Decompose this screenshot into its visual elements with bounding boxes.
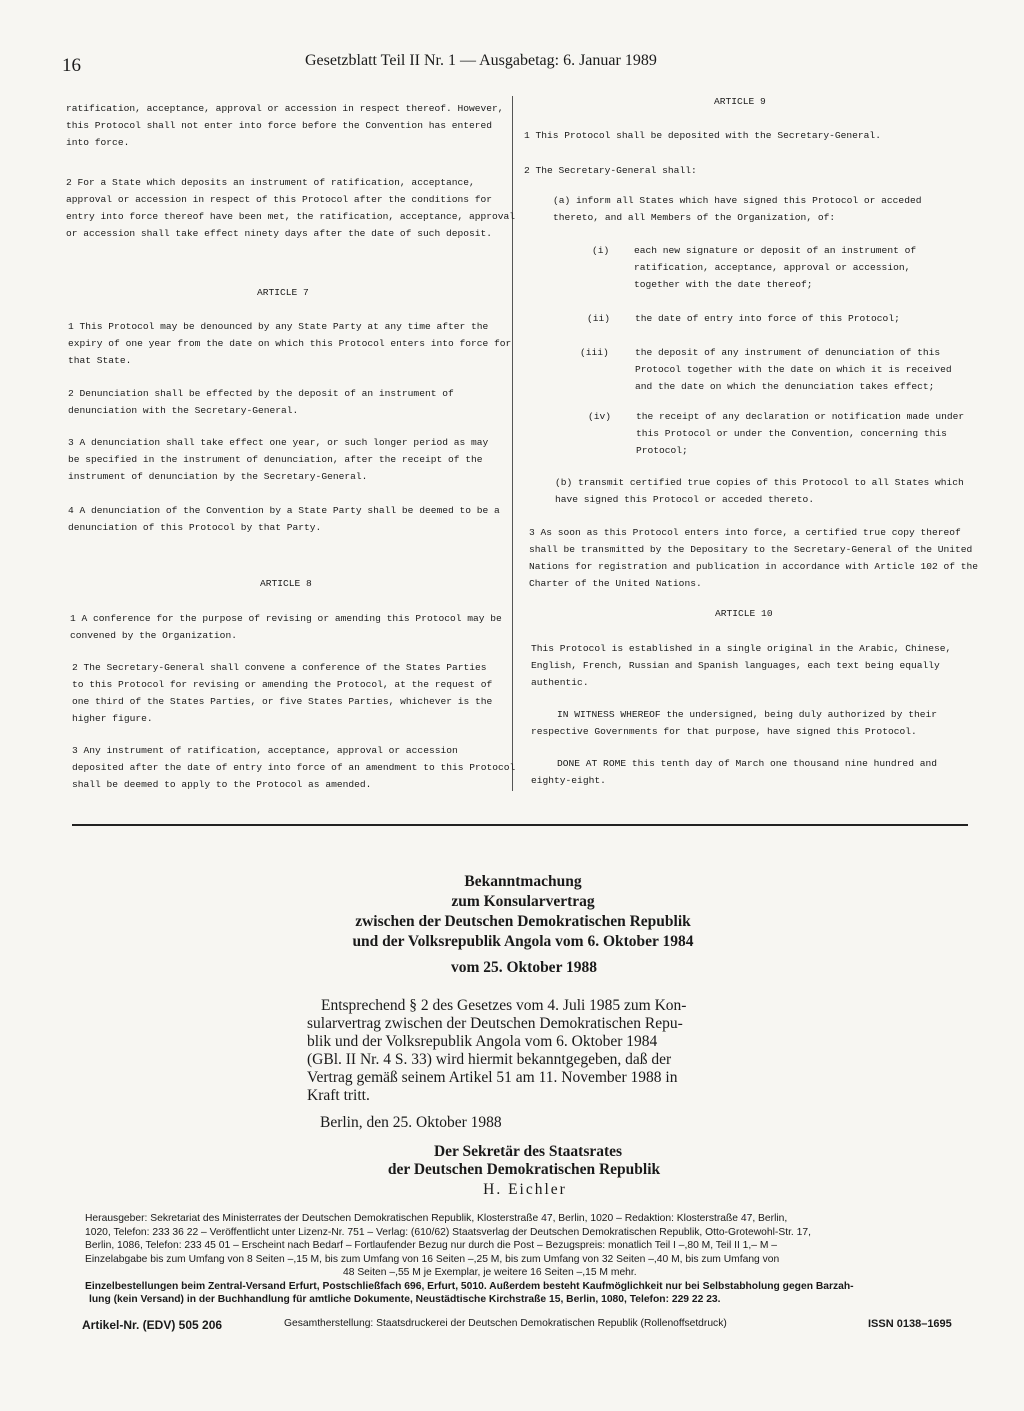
item-iv-label: (iv) [588, 411, 612, 422]
text-line: one third of the States Parties, or five States Parties, whichever is the [72, 696, 493, 707]
text-line: DONE AT ROME this tenth day of March one thousand nine hundred and [557, 758, 937, 769]
body-line: Vertrag gemäß seinem Artikel 51 am 11. November 1988 in [307, 1069, 678, 1086]
done-clause [531, 755, 937, 789]
order-line: lung (kein Versand) in der Buchhandlung für amtliche Dokumente, Neustädtische Kirchstraße 15, Berlin, 1080, Telefon: 229 22 23. [89, 1294, 721, 1305]
item-iii-label: (iii) [580, 347, 609, 358]
article-7-paragraph-3 [68, 434, 488, 485]
article-10-heading: ARTICLE 10 [715, 608, 773, 619]
imprint-line: Berlin, 1086, Telefon: 233 45 01 – Erscheint nach Bedarf – Fortlaufender Bezug nur durch die Post – Bezugspreis: monatlich Teil I –,80 M, Teil II 1,– M – [85, 1240, 778, 1251]
text-line: This Protocol is established in a single original in the Arabic, Chinese, [531, 643, 952, 654]
title-line: zwischen der Deutschen Demokratischen Republik [355, 913, 691, 930]
text-line: 4 A denunciation of the Convention by a State Party shall be deemed to be a [68, 505, 500, 516]
text-line: Protocol together with the date on which it is received [635, 364, 952, 375]
body-line: blik und der Volksrepublik Angola vom 6. Oktober 1984 [307, 1033, 658, 1050]
article-7-paragraph-4 [68, 502, 500, 536]
text-line: or accession shall take effect ninety days after the date of such deposit. [66, 228, 493, 239]
text-line: 2 For a State which deposits an instrument of ratification, acceptance, [66, 177, 475, 188]
text-line: eighty-eight. [531, 775, 606, 786]
text-line: shall be deemed to apply to the Protocol as amended. [72, 779, 372, 790]
page-number: 16 [62, 55, 81, 76]
article-8-paragraph-1 [70, 610, 502, 644]
text-line: convened by the Organization. [70, 630, 237, 641]
text-line: this Protocol shall not enter into force before the Convention has entered [66, 120, 493, 131]
running-title: Gesetzblatt Teil II Nr. 1 — Ausgabetag: 6. Januar 1989 [305, 52, 657, 69]
announcement-body [307, 997, 742, 1105]
article-8-paragraph-3 [72, 742, 515, 793]
text-line: the receipt of any declaration or notification made under [636, 411, 965, 422]
item-ii-label: (ii) [587, 313, 611, 324]
text-line: instrument of denunciation by the Secretary-General. [68, 471, 368, 482]
item-b [555, 474, 964, 508]
printer: Gesamtherstellung: Staatsdruckerei der Deutschen Demokratischen Republik (Rollenoffsetdruck) [284, 1318, 727, 1329]
article-8-heading: ARTICLE 8 [260, 578, 312, 589]
text-line: the date of entry into force of this Protocol; [635, 313, 900, 324]
text-line: English, French, Russian and Spanish languages, each text being equally [531, 660, 940, 671]
text-line: approval or accession in respect of this Protocol after the conditions for [66, 194, 493, 205]
body-line: Kraft tritt. [307, 1087, 370, 1104]
item-i-label: (i) [592, 245, 610, 256]
item-a [553, 192, 921, 226]
text-line: and the date on which the denunciation takes effect; [635, 381, 935, 392]
article-7-paragraph-2 [68, 385, 454, 419]
text-line: Protocol; [636, 445, 688, 456]
section-divider [72, 824, 968, 826]
title-line: zum Konsularvertrag [451, 893, 595, 910]
text-line: each new signature or deposit of an instrument of [634, 245, 917, 256]
text-line: have signed this Protocol or acceded thereto. [555, 494, 815, 505]
text-line: Charter of the United Nations. [529, 578, 702, 589]
text-line: entry into force thereof have been met, the ratification, acceptance, approval [66, 211, 516, 222]
paragraph-2 [66, 174, 515, 242]
announcement-title [0, 872, 1024, 952]
imprint [85, 1212, 973, 1307]
item-i [634, 242, 916, 293]
text-line: be specified in the instrument of denunciation, after the receipt of the [68, 454, 483, 465]
place-date: Berlin, den 25. Oktober 1988 [320, 1114, 502, 1131]
text-line: shall be transmitted by the Depositary to the Secretary-General of the United [529, 544, 973, 555]
signatory-title-1: Der Sekretär des Staatsrates [433, 1143, 623, 1160]
article-9-heading: ARTICLE 9 [714, 96, 766, 107]
text-line: (b) transmit certified true copies of this Protocol to all States which [555, 477, 964, 488]
text-line: 3 As soon as this Protocol enters into force, a certified true copy thereof [529, 527, 961, 538]
body-line: sularvertrag zwischen der Deutschen Demokratischen Repu- [307, 1015, 683, 1032]
text-line: ratification, acceptance, approval or accession, [634, 262, 911, 273]
text-line: 3 Any instrument of ratification, acceptance, approval or accession [72, 745, 458, 756]
text-line: higher figure. [72, 713, 153, 724]
text-line: 1 This Protocol may be denounced by any State Party at any time after the [68, 321, 489, 332]
article-10-paragraph [531, 640, 951, 691]
article-9-paragraph-1: 1 This Protocol shall be deposited with the Secretary-General. [524, 130, 881, 141]
announcement-date: vom 25. Oktober 1988 [450, 959, 598, 976]
text-line: authentic. [531, 677, 589, 688]
imprint-line: 1020, Telefon: 233 36 22 – Veröffentlicht unter Lizenz-Nr. 751 – Verlag: (610/62) Staatsverlag der Deutschen Demokratischen Republik, Otto-Grotewohl-Str. 17, [85, 1226, 811, 1238]
text-line: 2 The Secretary-General shall convene a conference of the States Parties [72, 662, 487, 673]
item-iii [635, 344, 952, 395]
article-number: Artikel-Nr. (EDV) 505 206 [82, 1318, 223, 1332]
paragraph-cont [66, 100, 504, 151]
text-line: 2 Denunciation shall be effected by the deposit of an instrument of [68, 388, 454, 399]
witness-clause [531, 706, 937, 740]
body-line: (GBl. II Nr. 4 S. 33) wird hiermit bekanntgegeben, daß der [307, 1051, 672, 1068]
imprint-line: Herausgeber: Sekretariat des Ministerrates der Deutschen Demokratischen Republik, Klosterstraße 47, Berlin, 1020 – Redaktion: Klosterstraße 47, Berlin, [85, 1213, 788, 1224]
signatory-title-2: der Deutschen Demokratischen Republik [387, 1161, 661, 1178]
imprint-line: 48 Seiten –,55 M je Exemplar, je weitere 16 Seiten –,15 M mehr. [343, 1267, 637, 1278]
text-line: IN WITNESS WHEREOF the undersigned, being duly authorized by their [557, 709, 937, 720]
article-8-paragraph-2 [72, 659, 492, 727]
title-line: Bekanntmachung [464, 873, 582, 890]
text-line: the deposit of any instrument of denunciation of this [635, 347, 941, 358]
text-line: to this Protocol for revising or amending the Protocol, at the request of [72, 679, 493, 690]
imprint-line: Einzelabgabe bis zum Umfang von 8 Seiten –,15 M, bis zum Umfang von 16 Seiten –,25 M, bis zum Umfang von 32 Seiten –,40 M, bis zum Umfang von [85, 1253, 780, 1265]
article-7-heading: ARTICLE 7 [257, 287, 309, 298]
text-line: this Protocol or under the Convention, concerning this [636, 428, 947, 439]
article-7-paragraph-1 [68, 318, 511, 369]
signatory-name: H. Eichler [483, 1181, 567, 1198]
article-9-paragraph-3 [529, 524, 978, 592]
issn: ISSN 0138–1695 [868, 1318, 952, 1330]
text-line: 1 A conference for the purpose of revising or amending this Protocol may be [70, 613, 502, 624]
text-line: denunciation of this Protocol by that Party. [68, 522, 322, 533]
title-line: und der Volksrepublik Angola vom 6. Oktober 1984 [352, 933, 694, 950]
article-9-paragraph-2: 2 The Secretary-General shall: [524, 165, 697, 176]
text-line: ratification, acceptance, approval or accession in respect thereof. However, [66, 103, 504, 114]
text-line: together with the date thereof; [634, 279, 813, 290]
text-line: deposited after the date of entry into force of an amendment to this Protocol [72, 762, 516, 773]
text-line: respective Governments for that purpose, have signed this Protocol. [531, 726, 917, 737]
text-line: 3 A denunciation shall take effect one year, or such longer period as may [68, 437, 489, 448]
text-line: (a) inform all States which have signed this Protocol or acceded [553, 195, 922, 206]
item-iv [636, 408, 964, 459]
text-line: that State. [68, 355, 132, 366]
order-line: Einzelbestellungen beim Zentral-Versand Erfurt, Postschließfach 696, Erfurt, 5010. Außerdem besteht Kaufmöglichkeit nur bei Selbstabholung gegen Barzah- [85, 1280, 854, 1292]
text-line: into force. [66, 137, 130, 148]
body-line: Entsprechend § 2 des Gesetzes vom 4. Juli 1985 zum Kon- [321, 997, 687, 1014]
item-ii [635, 310, 900, 327]
text-line: expiry of one year from the date on which this Protocol enters into force for [68, 338, 512, 349]
text-line: denunciation with the Secretary-General. [68, 405, 299, 416]
text-line: thereto, and all Members of the Organization, of: [553, 212, 836, 223]
text-line: Nations for registration and publication in accordance with Article 102 of the [529, 561, 979, 572]
